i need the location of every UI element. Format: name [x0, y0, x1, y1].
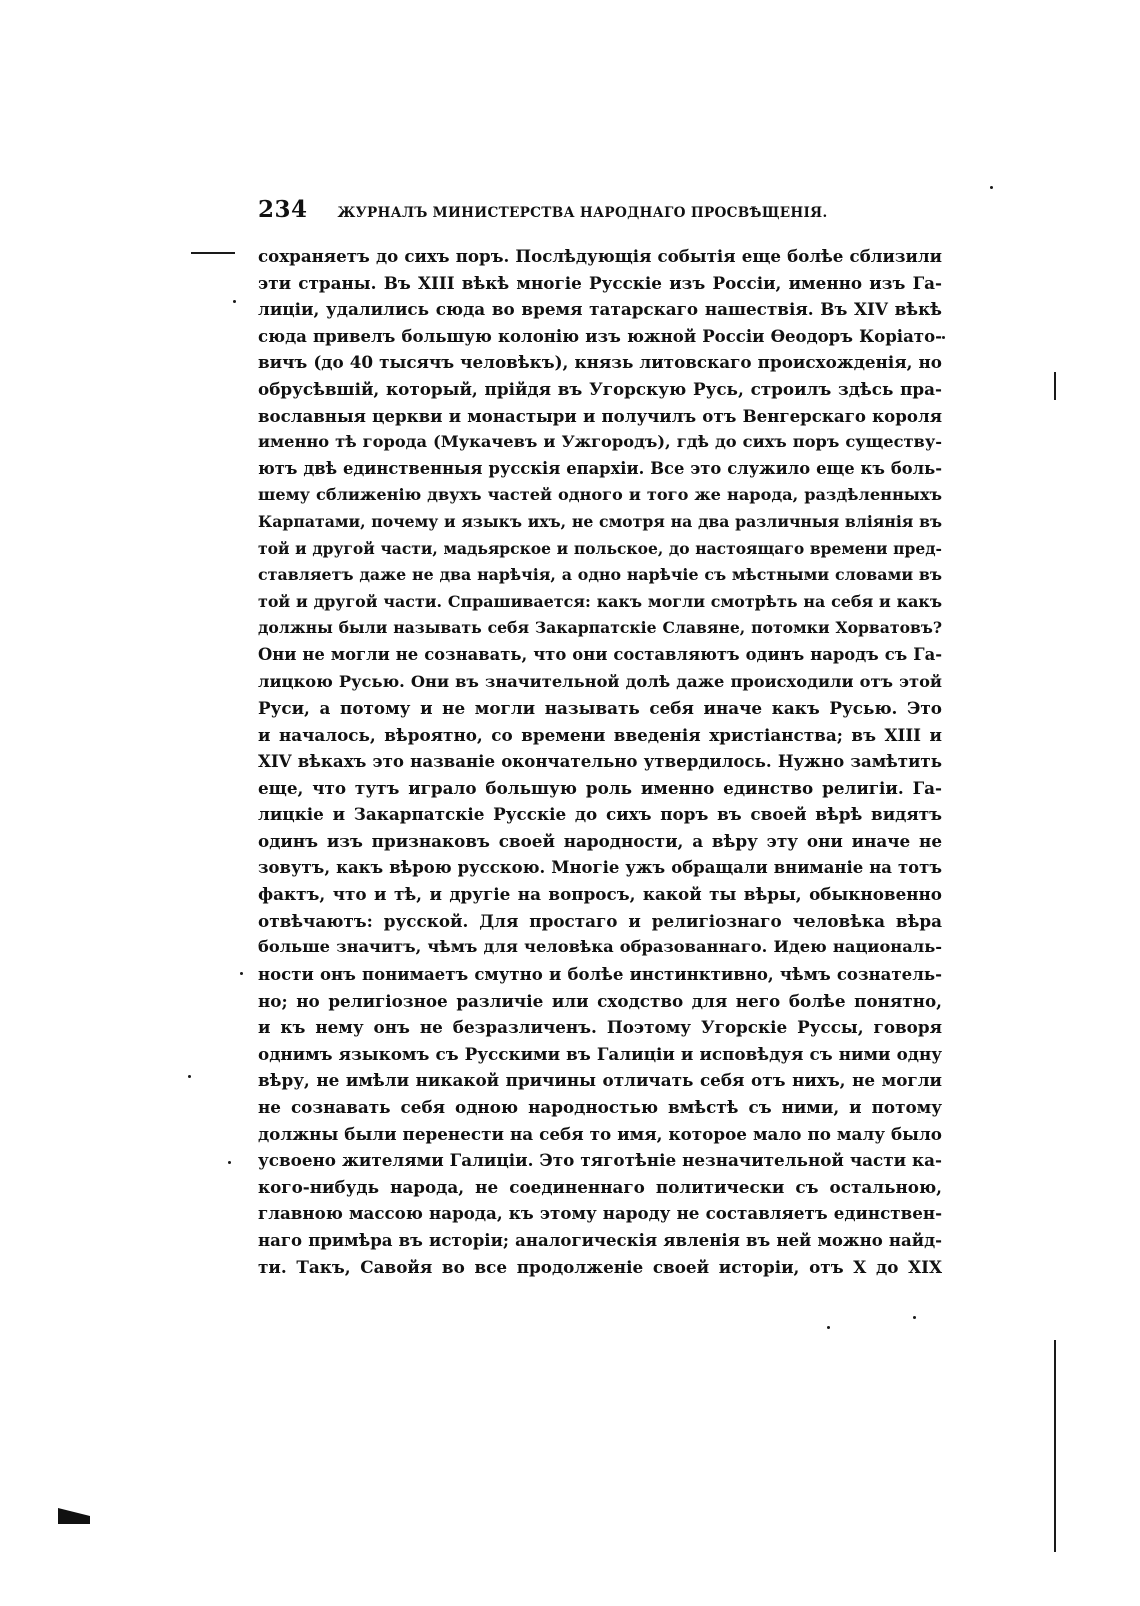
text-line: ставляетъ даже не два нарѣчія, а одно нарѣчіе съ мѣстными словами въ: [258, 565, 942, 585]
body-text: [258, 243, 942, 1280]
text-line: вославныя церкви и монастыри и получилъ отъ Венгерскаго короля: [258, 405, 942, 426]
text-line: Руси, а потому и не могли называть себя иначе какъ Русью. Это: [258, 698, 942, 719]
text-line: лицкіе и Закарпатскіе Русскіе до сихъ поръ въ своей вѣрѣ видятъ: [258, 804, 942, 825]
scan-speck: [942, 336, 945, 339]
text-line: обрусѣвшій, который, прійдя въ Угорскую Русь, строилъ здѣсь пра-: [258, 378, 942, 399]
text-line: сюда привелъ большую колонію изъ южной Россіи Ѳеодоръ Коріато-: [258, 325, 942, 346]
text-line: усвоено жителями Галиціи. Это тяготѣніе незначительной части ка-: [258, 1150, 942, 1171]
scan-speck: [228, 1161, 231, 1164]
margin-dash-mark: [191, 252, 235, 254]
text-line: Они не могли не сознавать, что они составляютъ одинъ народъ съ Га-: [258, 644, 942, 664]
scan-edge-line-top: [1054, 372, 1056, 400]
scan-edge-line-bottom: [1054, 1340, 1056, 1552]
text-line: сохраняетъ до сихъ поръ. Послѣдующія событія еще болѣе сблизили: [258, 246, 942, 266]
text-line: вичъ (до 40 тысячъ человѣкъ), князь литовскаго происхожденія, но: [258, 352, 942, 373]
text-line: лицкою Русью. Они въ значительной долѣ даже происходили отъ этой: [258, 671, 942, 691]
text-line: и началось, вѣроятно, со времени введенія христіанства; въ XIII и: [258, 724, 942, 745]
text-line: еще, что тутъ играло большую роль именно единство религіи. Га-: [258, 777, 942, 798]
page-number: 234: [258, 196, 308, 223]
scan-speck: [240, 972, 243, 975]
text-line: зовутъ, какъ вѣрою русскою. Многіе ужъ обращали вниманіе на тотъ: [258, 857, 942, 877]
scan-speck: [188, 1075, 191, 1078]
scan-speck: [990, 186, 993, 189]
text-line: однимъ языкомъ съ Русскими въ Галиціи и исповѣдуя съ ними одну: [258, 1043, 942, 1064]
text-line: кого-нибудь народа, не соединеннаго политически съ остальною,: [258, 1176, 942, 1197]
text-line: и къ нему онъ не безразличенъ. Поэтому Угорскіе Руссы, говоря: [258, 1017, 942, 1038]
text-line: не сознавать себя одною народностью вмѣстѣ съ ними, и потому: [258, 1097, 942, 1117]
text-line: той и другой части, мадьярское и польское, до настоящаго времени пред-: [258, 538, 942, 558]
text-line: Карпатами, почему и языкъ ихъ, не смотря на два различныя вліянія въ: [258, 511, 942, 531]
text-line: лиціи, удалились сюда во время татарскаго нашествія. Въ XIV вѣкѣ: [258, 299, 942, 320]
scan-speck: [913, 1316, 916, 1319]
triangle-arrow-icon: [58, 1508, 90, 1524]
text-line: больше значитъ, чѣмъ для человѣка образованнаго. Идею националь-: [258, 937, 942, 957]
text-line: эти страны. Въ XIII вѣкѣ многіе Русскіе изъ Россіи, именно изъ Га-: [258, 272, 942, 293]
text-line: ютъ двѣ единственныя русскія епархіи. Все это служило еще къ боль-: [258, 458, 942, 478]
text-line: XIV вѣкахъ это названіе окончательно утвердилось. Нужно замѣтить: [258, 751, 942, 772]
text-line: должны были называть себя Закарпатскіе Славяне, потомки Хорватовъ?: [258, 618, 942, 638]
scan-speck: [233, 300, 236, 303]
text-line: должны были перенести на себя то имя, которое мало по малу было: [258, 1123, 942, 1144]
text-line: ности онъ понимаетъ смутно и болѣе инстинктивно, чѣмъ сознатель-: [258, 964, 942, 985]
text-line: главною массою народа, къ этому народу не составляетъ единствен-: [258, 1203, 942, 1224]
scan-speck: [827, 1326, 830, 1329]
text-line: но; но религіозное различіе или сходство для него болѣе понятно,: [258, 990, 942, 1011]
text-line: наго примѣра въ исторіи; аналогическія явленія въ ней можно найд-: [258, 1229, 942, 1250]
text-line: ти. Такъ, Савойя во все продолженіе своей исторіи, отъ X до XIX: [258, 1256, 942, 1277]
text-line: фактъ, что и тѣ, и другіе на вопросъ, какой ты вѣры, обыкновенно: [258, 884, 942, 905]
running-title: ЖУРНАЛЪ МИНИСТЕРСТВА НАРОДНАГО ПРОСВѢЩЕНІЯ.: [337, 205, 828, 221]
text-line: отвѣчаютъ: русской. Для простаго и религіознаго человѣка вѣра: [258, 910, 942, 931]
text-line: вѣру, не имѣли никакой причины отличать себя отъ нихъ, не могли: [258, 1070, 942, 1091]
text-line: той и другой части. Спрашивается: какъ могли смотрѣть на себя и какъ: [258, 591, 942, 611]
text-line: одинъ изъ признаковъ своей народности, а вѣру эту они иначе не: [258, 831, 942, 852]
page-header: [258, 196, 852, 226]
text-line: именно тѣ города (Мукачевъ и Ужгородъ), гдѣ до сихъ поръ существу-: [258, 432, 942, 452]
text-line: шему сближенію двухъ частей одного и того же народа, раздѣленныхъ: [258, 485, 942, 505]
